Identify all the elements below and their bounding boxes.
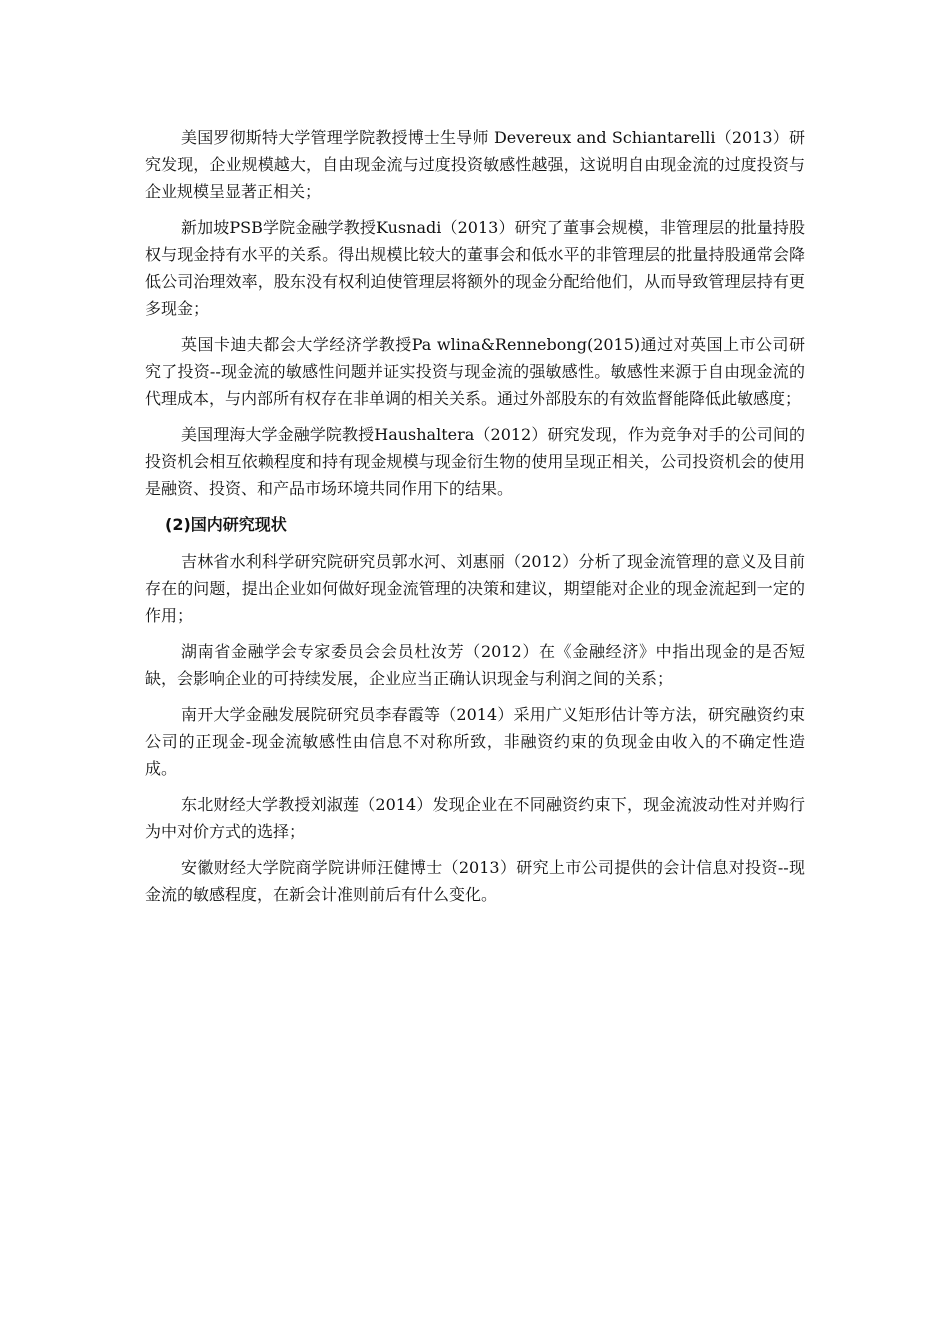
paragraph-kusnadi: 新加坡PSB学院金融学教授Kusnadi（2013）研究了董事会规模，非管理层的批量持股权与现金持有水平的关系。得出规模比较大的董事会和低水平的非管理层的批量持股通常会降低公司治理效率，股东没有权利迫使管理层将额外的现金分配给他们，从而导致管理层持有更多现金； — [145, 218, 805, 318]
paragraph-du: 湖南省金融学会专家委员会会员杜汝芳（2012）在《金融经济》中指出现金的是否短缺，会影响企业的可持续发展，企业应当正确认识现金与利润之间的关系； — [145, 642, 805, 688]
section-heading-domestic: (2)国内研究现状 — [165, 515, 287, 534]
paragraph-pawlina: 英国卡迪夫都会大学经济学教授Pa wlina&Rennebong(2015)通过对英国上市公司研究了投资--现金流的敏感性问题并证实投资与现金流的强敏感性。敏感性来源于自由现金流的代理成本，与内部所有权存在非单调的相关关系。通过外部股东的有效监督能降低此敏感度； — [145, 335, 805, 408]
paragraph-guo: 吉林省水利科学研究院研究员郭水河、刘惠丽（2012）分析了现金流管理的意义及目前存在的问题，提出企业如何做好现金流管理的决策和建议，期望能对企业的现金流起到一定的作用； — [145, 552, 805, 625]
paragraph-devereux: 美国罗彻斯特大学管理学院教授博士生导师 Devereux and Schiantarelli（2013）研究发现，企业规模越大，自由现金流与过度投资敏感性越强，这说明自由现金流的过度投资与企业规模呈显著正相关； — [145, 128, 805, 201]
paragraph-wang: 安徽财经大学院商学院讲师汪健博士（2013）研究上市公司提供的会计信息对投资--现金流的敏感程度，在新会计准则前后有什么变化。 — [145, 858, 805, 904]
paragraph-liu: 东北财经大学教授刘淑莲（2014）发现企业在不同融资约束下，现金流波动性对并购行为中对价方式的选择； — [145, 795, 805, 841]
paragraph-haushaltera: 美国理海大学金融学院教授Haushaltera（2012）研究发现，作为竞争对手的公司间的投资机会相互依赖程度和持有现金规模与现金衍生物的使用呈现正相关，公司投资机会的使用是融资、投资、和产品市场环境共同作用下的结果。 — [145, 425, 805, 498]
paragraph-li: 南开大学金融发展院研究员李春霞等（2014）采用广义矩形估计等方法，研究融资约束公司的正现金-现金流敏感性由信息不对称所致，非融资约束的负现金由收入的不确定性造成。 — [145, 705, 805, 778]
document-body — [145, 124, 805, 917]
